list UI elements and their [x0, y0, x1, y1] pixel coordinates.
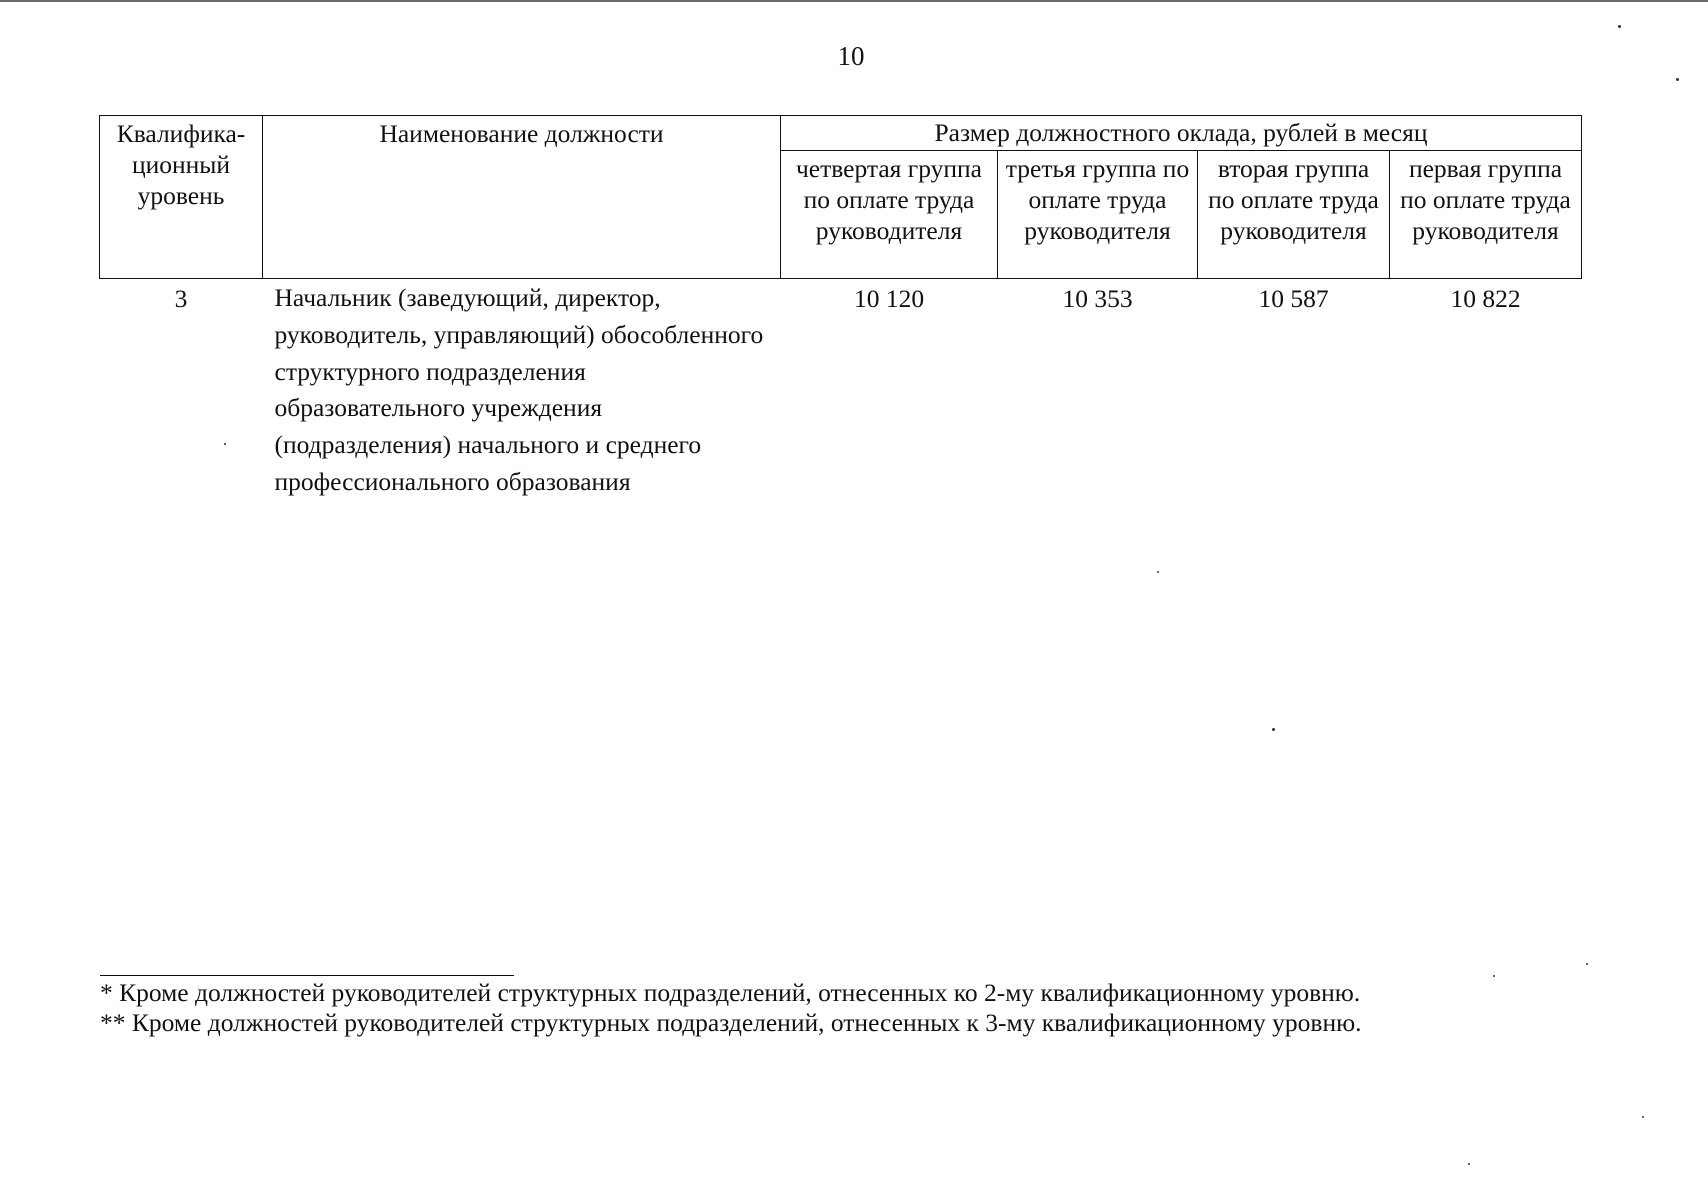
footnote-1: * Кроме должностей руководителей структурных подразделений, отнесенных ко 2-му квалификационному уровню. — [100, 978, 1361, 1007]
cell-position-name: Начальник (заведующий, директор, руководитель, управляющий) обособленного структурного подразделения образовательного учреждения (подразделения) начального и среднего профессионального образования — [274, 283, 764, 496]
cell-salary-group-4: 10 120 — [853, 284, 925, 313]
scan-speck — [1586, 963, 1588, 965]
scan-speck — [1618, 25, 1621, 28]
header-group-1: первая группа по оплате труда руководителя — [1390, 151, 1582, 279]
footnotes — [100, 975, 1600, 1038]
footnote-2: ** Кроме должностей руководителей структурных подразделений, отнесенных к 3-му квалификационному уровню. — [100, 1008, 1362, 1037]
header-group-4: четвертая группа по оплате труда руководителя — [781, 151, 998, 279]
cell-salary-group-3: 10 353 — [1062, 284, 1133, 313]
scan-speck — [1642, 1116, 1644, 1118]
scan-speck — [1493, 975, 1495, 977]
scan-speck — [1676, 78, 1679, 81]
scan-speck — [1468, 1163, 1470, 1165]
header-qualification-level: Квалифика-ционный уровень — [100, 116, 263, 279]
scan-speck — [224, 443, 226, 445]
footnote-separator — [100, 975, 514, 976]
header-group-3: третья группа по оплате труда руководителя — [998, 151, 1198, 279]
table-header-row — [100, 116, 1582, 151]
header-salary-size: Размер должностного оклада, рублей в месяц — [781, 116, 1582, 151]
cell-salary-group-1: 10 822 — [1450, 284, 1521, 313]
cell-salary-group-2: 10 587 — [1258, 284, 1329, 313]
page-number: 10 — [837, 41, 865, 71]
scan-speck — [1272, 728, 1275, 731]
cell-qualification-level: 3 — [174, 284, 188, 313]
scan-speck — [1157, 571, 1159, 573]
header-group-2: вторая группа по оплате труда руководителя — [1198, 151, 1390, 279]
salary-table — [99, 115, 1582, 501]
table-row — [100, 279, 1582, 501]
header-position-name: Наименование должности — [263, 116, 781, 279]
scan-top-edge — [0, 0, 1708, 2]
